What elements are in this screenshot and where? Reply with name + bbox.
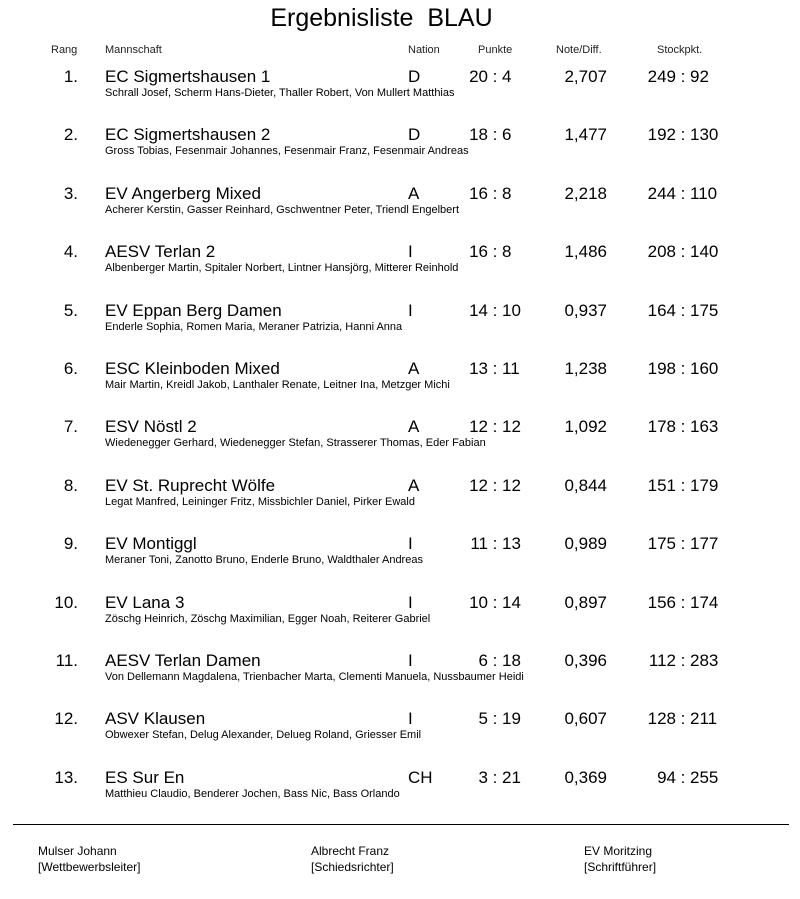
result-row <box>0 593 800 651</box>
note-diff: 1,092 <box>564 417 607 437</box>
team-name: AESV Terlan Damen <box>105 651 261 670</box>
signature-role: [Schiedsrichter] <box>311 860 394 874</box>
header-stock: Stockpkt. <box>657 44 703 56</box>
note-diff: 1,477 <box>564 125 607 145</box>
team-name: EV Angerberg Mixed <box>105 183 261 203</box>
result-row <box>0 359 800 417</box>
rank: 6. <box>63 359 78 378</box>
nation: A <box>408 183 420 203</box>
player-names: Wiedenegger Gerhard, Wiedenegger Stefan, Strasserer Thomas, Eder Fabian <box>105 437 486 450</box>
points-lost: 8 <box>502 183 512 203</box>
points-won: 3 <box>478 767 488 787</box>
stock-points <box>640 651 724 671</box>
points-separator: : <box>492 183 498 203</box>
stock-separator: : <box>680 592 686 612</box>
points-separator: : <box>492 359 498 378</box>
points-lost: 19 <box>502 709 521 729</box>
result-row <box>0 476 800 534</box>
rank: 11. <box>55 651 78 670</box>
note-diff: 0,369 <box>564 767 607 787</box>
stock-points <box>640 709 724 729</box>
player-names: Enderle Sophia, Romen Maria, Meraner Patrizia, Hanni Anna <box>105 320 403 333</box>
signature-role: [Wettbewerbsleiter] <box>38 860 141 874</box>
stock-points <box>640 417 724 437</box>
signature-name: Mulser Johann <box>38 844 117 858</box>
team-name: ASV Klausen <box>105 709 206 729</box>
result-row <box>0 242 800 300</box>
rank: 13. <box>54 767 78 787</box>
stock-separator: : <box>680 417 686 437</box>
stock-points-for: 94 <box>657 767 676 787</box>
stock-separator: : <box>680 242 686 262</box>
points <box>462 476 530 496</box>
points-won: 16 <box>469 242 488 262</box>
stock-points <box>640 593 724 613</box>
rank: 8. <box>63 475 78 495</box>
stock-points-for: 151 <box>647 475 676 495</box>
note-diff: 1,486 <box>564 242 607 262</box>
signature-referee <box>311 843 394 875</box>
points <box>462 184 530 204</box>
team-name: EC Sigmertshausen 2 <box>105 125 271 145</box>
stock-points <box>640 184 724 204</box>
stock-points-for: 249 <box>647 67 676 86</box>
team-name: EV Eppan Berg Damen <box>105 300 282 320</box>
footer-divider <box>13 824 789 825</box>
player-names: Acherer Kerstin, Gasser Reinhard, Gschwentner Peter, Triendl Engelbert <box>105 203 460 216</box>
player-names: Zöschg Heinrich, Zöschg Maximilian, Egger Noah, Reiterer Gabriel <box>105 612 431 625</box>
team-name: EV Montiggl <box>105 534 197 554</box>
player-names: Meraner Toni, Zanotto Bruno, Enderle Bruno, Waldthaler Andreas <box>105 554 423 567</box>
stock-points-for: 175 <box>647 534 676 554</box>
points-lost: 11 <box>502 359 520 378</box>
stock-separator: : <box>680 475 686 495</box>
points-separator: : <box>492 67 498 86</box>
points <box>462 125 530 145</box>
stock-points-against: 140 <box>690 242 719 262</box>
stock-separator: : <box>680 767 686 787</box>
stock-separator: : <box>680 183 686 203</box>
page-title: Ergebnisliste BLAU <box>270 4 493 32</box>
points-lost: 10 <box>502 300 521 320</box>
team-name: EV Lana 3 <box>105 592 185 612</box>
stock-points-against: 163 <box>690 417 719 437</box>
signature-name: Albrecht Franz <box>311 844 390 858</box>
stock-separator: : <box>680 709 686 729</box>
rank: 3. <box>63 183 78 203</box>
header-points: Punkte <box>478 44 513 56</box>
stock-points-against: 92 <box>690 67 709 86</box>
rank: 1. <box>63 67 78 86</box>
points-lost: 4 <box>502 67 512 86</box>
points-lost: 13 <box>502 534 521 554</box>
stock-separator: : <box>680 651 686 670</box>
result-row <box>0 534 800 592</box>
player-names: Gross Tobias, Fesenmair Johannes, Fesenmair Franz, Fesenmair Andreas <box>105 145 469 158</box>
stock-separator: : <box>680 67 686 86</box>
points-separator: : <box>492 651 498 670</box>
nation: I <box>408 300 413 320</box>
result-row <box>0 125 800 183</box>
player-names: Mair Martin, Kreidl Jakob, Lanthaler Renate, Leitner Ina, Metzger Michi <box>105 379 450 391</box>
nation: I <box>408 592 413 612</box>
stock-points-against: 283 <box>690 651 719 670</box>
points-won: 10 <box>469 592 488 612</box>
stock-separator: : <box>680 125 686 145</box>
points <box>462 768 530 788</box>
stock-points-for: 156 <box>647 592 676 612</box>
signature-name: EV Moritzing <box>584 844 653 858</box>
stock-points <box>640 359 724 379</box>
points-lost: 12 <box>502 417 521 437</box>
points-lost: 8 <box>502 242 512 262</box>
team-name: ES Sur En <box>105 767 185 787</box>
stock-points-against: 255 <box>690 767 719 787</box>
header-team: Mannschaft <box>105 44 162 56</box>
nation: A <box>408 359 420 378</box>
rank: 7. <box>63 417 78 437</box>
signature-competition-leader <box>38 843 141 875</box>
points-lost: 18 <box>502 651 521 670</box>
points <box>462 593 530 613</box>
player-names: Matthieu Claudio, Benderer Jochen, Bass Nic, Bass Orlando <box>105 787 400 800</box>
points <box>462 709 530 729</box>
stock-points <box>640 476 724 496</box>
nation: D <box>408 67 421 86</box>
team-name: EV St. Ruprecht Wölfe <box>105 475 276 495</box>
points-lost: 12 <box>502 475 521 495</box>
points <box>462 417 530 437</box>
points-separator: : <box>492 242 498 262</box>
rank: 5. <box>63 300 78 320</box>
rank: 4. <box>63 242 78 262</box>
note-diff: 2,218 <box>564 183 607 203</box>
player-names: Schrall Josef, Scherm Hans-Dieter, Thaller Robert, Von Mullert Matthias <box>105 87 455 99</box>
stock-points-for: 198 <box>647 359 676 378</box>
stock-separator: : <box>680 534 686 554</box>
points-won: 13 <box>469 359 488 378</box>
stock-points-against: 130 <box>690 125 719 145</box>
stock-points <box>640 768 724 788</box>
points-won: 12 <box>469 417 488 437</box>
result-row <box>0 651 800 709</box>
stock-points-against: 160 <box>690 359 719 378</box>
stock-separator: : <box>680 359 686 378</box>
result-row <box>0 417 800 475</box>
note-diff: 0,937 <box>564 300 607 320</box>
points <box>462 301 530 321</box>
points <box>462 242 530 262</box>
points-separator: : <box>492 767 498 787</box>
header-rank: Rang <box>51 44 78 56</box>
stock-points-for: 178 <box>647 417 676 437</box>
note-diff: 2,707 <box>564 67 607 86</box>
stock-points-against: 179 <box>690 475 719 495</box>
result-row <box>0 768 800 826</box>
points <box>462 534 530 554</box>
stock-points-against: 175 <box>690 300 719 320</box>
header-note: Note/Diff. <box>556 44 602 56</box>
stock-points-for: 208 <box>647 242 676 262</box>
stock-points-for: 192 <box>647 125 676 145</box>
stock-points <box>640 125 724 145</box>
points <box>462 651 530 671</box>
note-diff: 0,844 <box>564 475 607 495</box>
result-row <box>0 709 800 767</box>
points-won: 18 <box>469 125 488 145</box>
note-diff: 0,989 <box>564 534 607 554</box>
nation: I <box>408 651 413 670</box>
stock-points-against: 110 <box>690 183 718 203</box>
team-name: ESV Nöstl 2 <box>105 417 197 437</box>
signature-role: [Schriftführer] <box>584 860 657 874</box>
points-won: 16 <box>469 183 488 203</box>
stock-points <box>640 242 724 262</box>
nation: CH <box>408 767 433 787</box>
team-name: EC Sigmertshausen 1 <box>105 67 271 86</box>
nation: A <box>408 475 420 495</box>
rank: 9. <box>63 534 78 554</box>
stock-points-against: 177 <box>690 534 719 554</box>
header-nation: Nation <box>408 44 440 56</box>
player-names: Von Dellemann Magdalena, Trienbacher Marta, Clementi Manuela, Nussbaumer Heidi <box>105 671 524 683</box>
points-won: 11 <box>470 534 488 554</box>
points-separator: : <box>492 709 498 729</box>
rank: 2. <box>63 125 78 145</box>
note-diff: 0,897 <box>564 592 607 612</box>
result-row <box>0 184 800 242</box>
nation: A <box>408 417 420 437</box>
stock-points <box>640 67 724 87</box>
points-separator: : <box>492 592 498 612</box>
points-won: 5 <box>478 709 488 729</box>
player-names: Legat Manfred, Leininger Fritz, Missbichler Daniel, Pirker Ewald <box>105 495 415 508</box>
points-won: 12 <box>469 475 488 495</box>
points-separator: : <box>492 475 498 495</box>
team-name: AESV Terlan 2 <box>105 242 216 262</box>
points <box>462 359 530 379</box>
result-row <box>0 301 800 359</box>
points-separator: : <box>492 417 498 437</box>
points-separator: : <box>492 300 498 320</box>
player-names: Albenberger Martin, Spitaler Norbert, Lintner Hansjörg, Mitterer Reinhold <box>105 262 459 275</box>
team-name: ESC Kleinboden Mixed <box>105 359 280 378</box>
nation: I <box>408 242 413 262</box>
stock-points <box>640 534 724 554</box>
stock-separator: : <box>680 300 686 320</box>
note-diff: 0,607 <box>564 709 607 729</box>
nation: D <box>408 125 421 145</box>
result-row <box>0 67 800 125</box>
signature-secretary <box>584 843 656 875</box>
points-separator: : <box>492 534 498 554</box>
nation: I <box>408 534 413 554</box>
note-diff: 0,396 <box>564 651 607 670</box>
stock-points-against: 211 <box>690 709 718 729</box>
note-diff: 1,238 <box>564 359 607 378</box>
stock-points-for: 112 <box>648 651 676 670</box>
rank: 10. <box>54 592 78 612</box>
points-won: 14 <box>469 300 488 320</box>
stock-points-against: 174 <box>690 592 719 612</box>
points-lost: 6 <box>502 125 512 145</box>
stock-points-for: 244 <box>647 183 676 203</box>
stock-points-for: 128 <box>647 709 676 729</box>
points <box>462 67 530 87</box>
points-lost: 14 <box>502 592 521 612</box>
points-won: 20 <box>469 67 488 86</box>
points-separator: : <box>492 125 498 145</box>
stock-points-for: 164 <box>647 300 676 320</box>
nation: I <box>408 709 413 729</box>
stock-points <box>640 301 724 321</box>
points-lost: 21 <box>502 767 521 787</box>
rank: 12. <box>54 709 78 729</box>
player-names: Obwexer Stefan, Delug Alexander, Delueg Roland, Griesser Emil <box>105 729 422 742</box>
points-won: 6 <box>478 651 488 670</box>
